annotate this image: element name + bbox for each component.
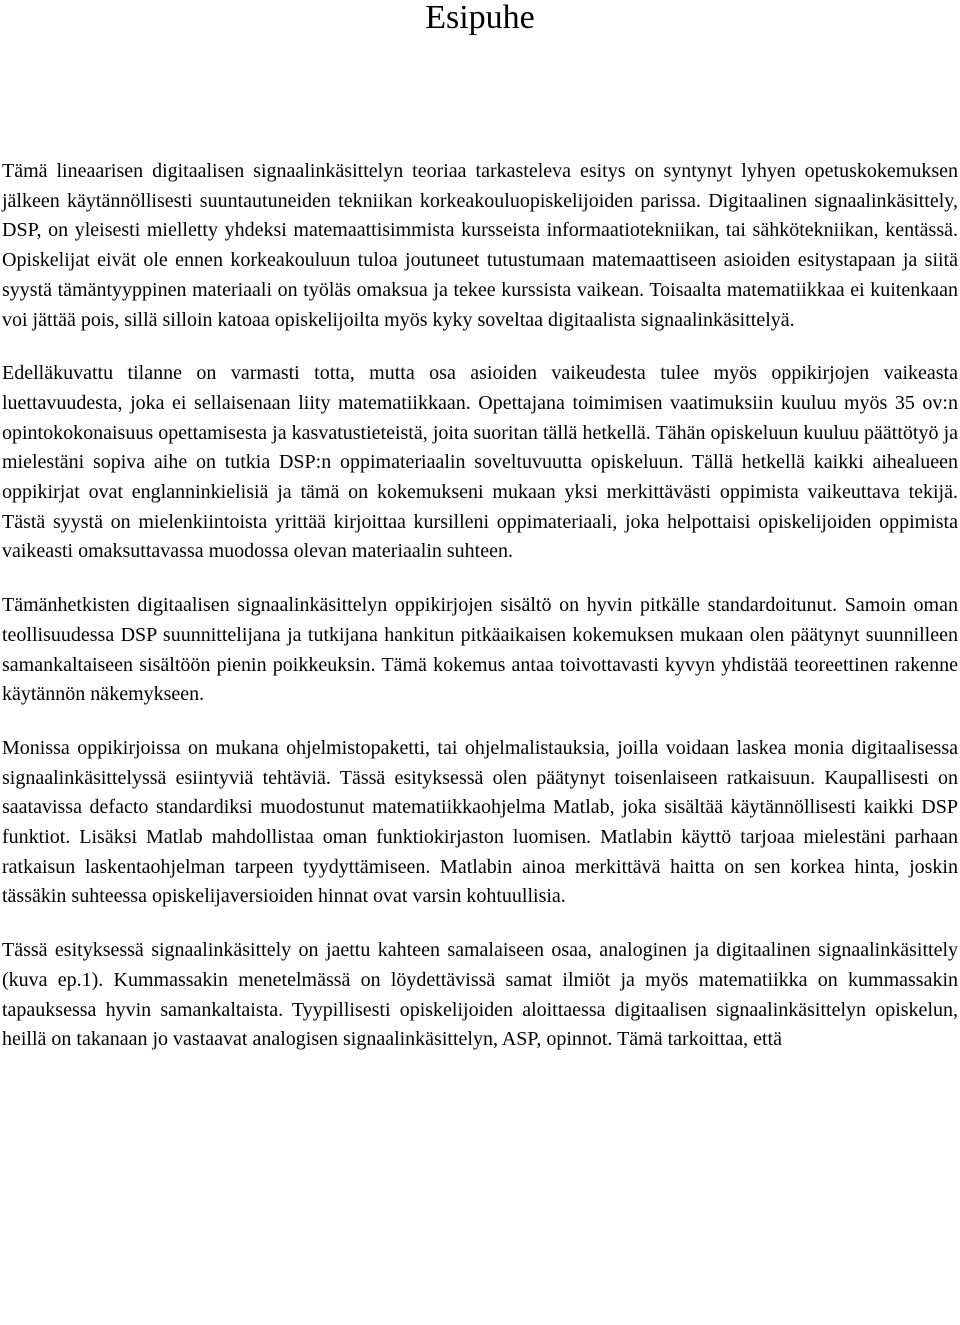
paragraph-5: Tässä esityksessä signaalinkäsittely on jaettu kahteen samalaiseen osaa, analoginen ja digitaalinen signaalinkäsittely (kuva ep.1). Kummassakin menetelmässä on löydettävissä samat ilmiöt ja myös matematiikka on kummassakin tapauksessa hyvin samankaltaista. Tyypillisesti opiskelijoiden aloittaessa digitaalisen signaalinkäsittelyn opiskelun, heillä on takanaan jo vastaavat analogisen signaalinkäsittelyn, ASP, opinnot. Tämä tarkoittaa, että: [2, 939, 958, 1051]
paragraph-3: Tämänhetkisten digitaalisen signaalinkäsittelyn oppikirjojen sisältö on hyvin pitkälle standardoitunut. Samoin oman teollisuudessa DSP suunnittelijana ja tutkijana hankitun pitkäaikaisen kokemuksen mukaan olen päätynyt suunnilleen samankaltaiseen sisältöön pienin poikkeuksin. Tämä kokemus antaa toivottavasti kyvyn yhdistää teoreettinen rakenne käytännön näkemykseen.: [2, 594, 958, 706]
paragraph-2: Edelläkuvattu tilanne on varmasti totta, mutta osa asioiden vaikeudesta tulee myös oppikirjojen vaikeasta luettavuudesta, joka ei sellaisenaan liity matematiikkaan. Opettajana toimimisen vaatimuksiin kuuluu myös 35 ov:n opintokokonaisuus opettamisesta ja kasvatustieteistä, joita suoritan tällä hetkellä. Tähän opiskeluun kuuluu päättötyö ja mielestäni sopiva aihe on tutkia DSP:n oppimateriaalin soveltuvuutta opiskeluun. Tällä hetkellä kaikki aihealueen oppikirjat ovat englanninkielisiä ja tämä on kokemukseni mukaan yksi merkittävästi oppimista vaikeuttava tekijä. Tästä syystä on mielenkiintoista yrittää kirjoittaa kursilleni oppimateriaali, joka helpottaisi opiskelijoiden oppimista vaikeasti omaksuttavassa muodossa olevan materiaalin suhteen.: [2, 362, 958, 563]
paragraph-4: Monissa oppikirjoissa on mukana ohjelmistopaketti, tai ohjelmalistauksia, joilla voidaan laskea monia digitaalisessa signaalinkäsittelyssä esiintyviä tehtäviä. Tässä esityksessä olen päätynyt toisenlaiseen ratkaisuun. Kaupallisesti on saatavissa defacto standardiksi muodostunut matematiikkaohjelma Matlab, joka sisältää käytännöllisesti kaikki DSP funktiot. Lisäksi Matlab mahdollistaa oman funktiokirjaston luomisen. Matlabin käyttö tarjoaa mielestäni parhaan ratkaisun laskentaohjelman tarpeen tyydyttämiseen. Matlabin ainoa merkittävä haitta on sen korkea hinta, joskin tässäkin suhteessa opiskelijaversioiden hinnat ovat varsin kohtuullisia.: [2, 736, 958, 908]
body-text: [2, 157, 958, 1055]
paragraph-1: Tämä lineaarisen digitaalisen signaalinkäsittelyn teoriaa tarkasteleva esitys on syntynyt lyhyen opetuskokemuksen jälkeen käytännöllisesti suuntautuneiden tekniikan korkeakouluopiskelijoiden parissa. Digitaalinen signaalinkäsittely, DSP, on yleisesti mielletty yhdeksi matemaattisimmista kursseista informaatiotekniikan, tai sähkötekniikan, kentässä. Opiskelijat eivät ole ennen korkeakouluun tuloa joutuneet tutustumaan matemaattiseen asioiden esitystapaan ja siitä syystä tämäntyyppinen materiaali on työläs omaksua ja tekee kurssista vaikean. Toisaalta matematiikkaa ei kuitenkaan voi jättää pois, sillä silloin katoaa opiskelijoilta myös kyky soveltaa digitaalista signaalinkäsittelyä.: [2, 160, 958, 331]
page-title: Esipuhe: [425, 0, 535, 36]
